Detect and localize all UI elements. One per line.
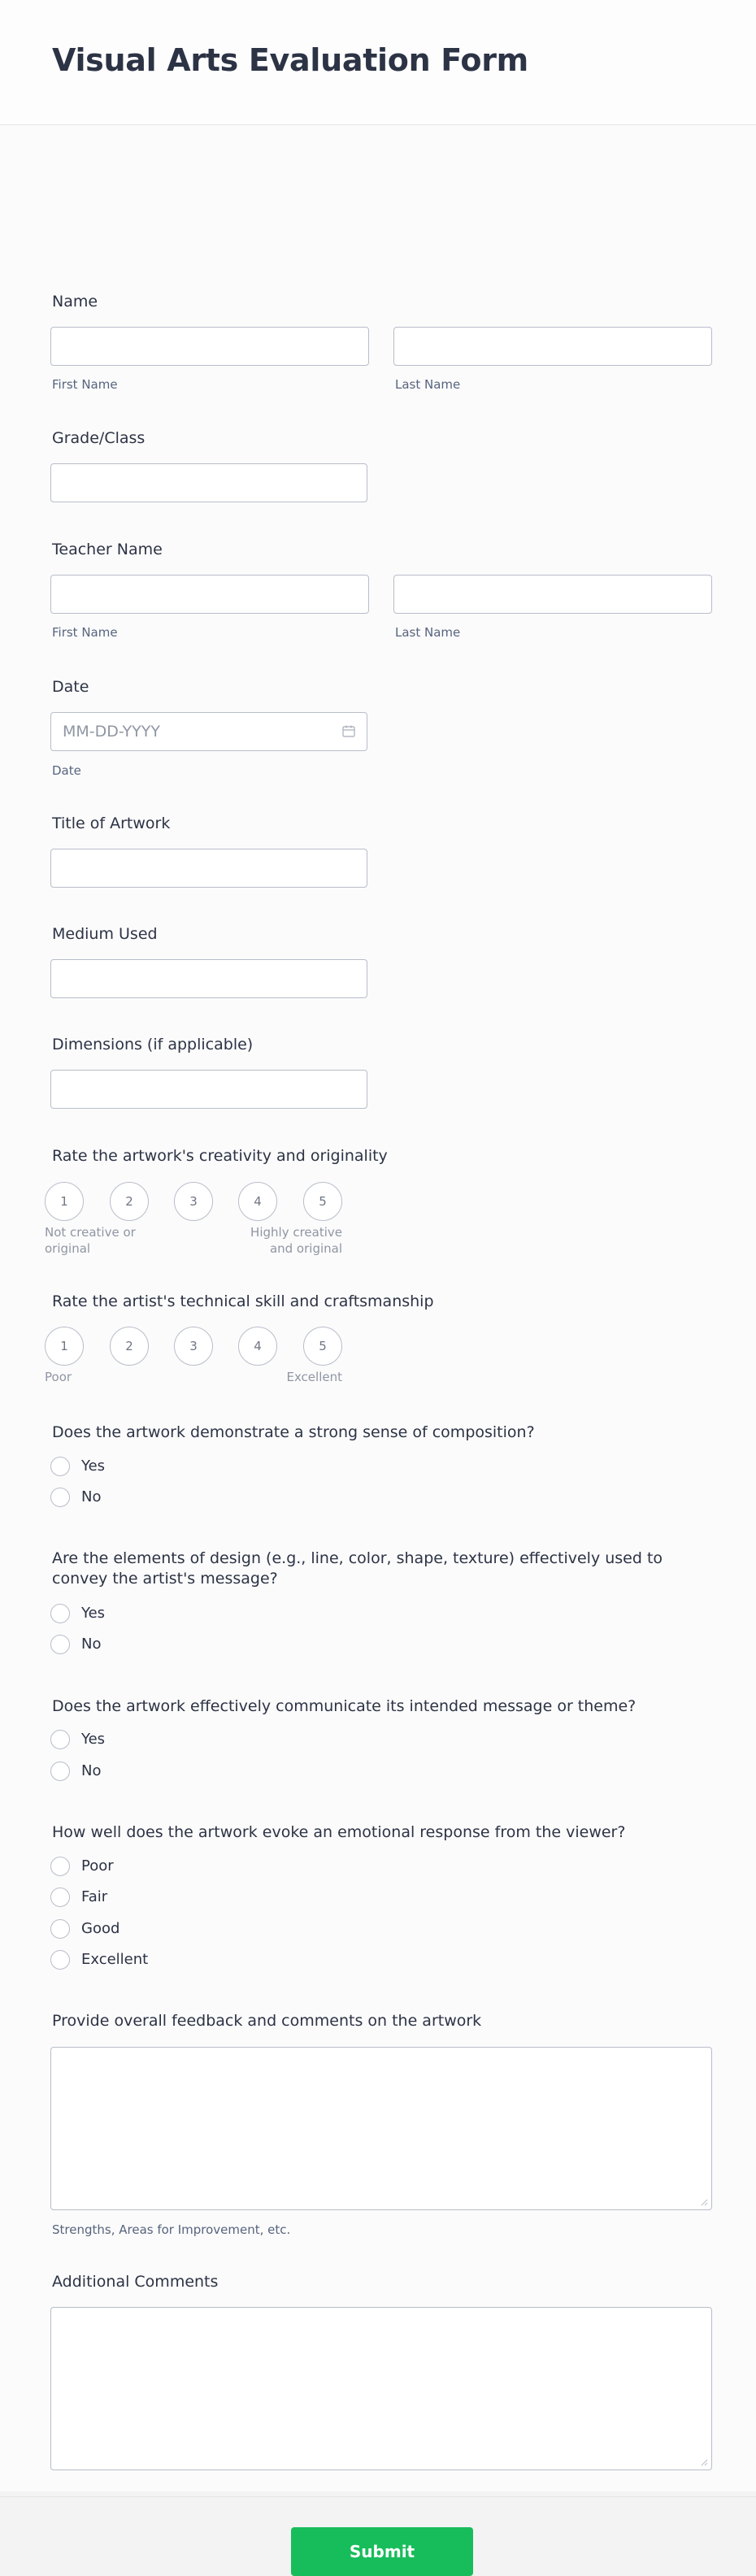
calendar-icon[interactable] <box>342 725 355 737</box>
additional-comments-label: Additional Comments <box>52 2273 219 2291</box>
emotional-good-label[interactable]: Good <box>81 1920 120 1937</box>
teacher-last-name-input[interactable] <box>393 575 712 614</box>
composition-yes-label[interactable]: Yes <box>81 1457 106 1475</box>
emotional-poor-radio[interactable] <box>50 1857 70 1876</box>
dimensions-label: Dimensions (if applicable) <box>52 1036 254 1053</box>
teacher-first-name-sublabel: First Name <box>52 625 118 640</box>
first-name-sublabel: First Name <box>52 377 118 392</box>
medium-label: Medium Used <box>52 925 158 943</box>
creativity-option-4[interactable]: 4 <box>238 1182 277 1221</box>
grade-label: Grade/Class <box>52 429 146 447</box>
form-title: Visual Arts Evaluation Form <box>52 42 528 78</box>
additional-comments-textarea[interactable] <box>50 2307 712 2470</box>
design-elements-no-label[interactable]: No <box>81 1636 102 1653</box>
date-input[interactable] <box>50 712 367 751</box>
creativity-label: Rate the artwork's creativity and originality <box>52 1147 388 1165</box>
teacher-label: Teacher Name <box>52 541 163 558</box>
design-elements-yes-radio[interactable] <box>50 1604 70 1623</box>
emotional-fair-label[interactable]: Fair <box>81 1888 108 1905</box>
footer-divider <box>0 2496 756 2497</box>
emotional-poor-label[interactable]: Poor <box>81 1857 114 1874</box>
teacher-first-name-input[interactable] <box>50 575 369 614</box>
creativity-option-5[interactable]: 5 <box>303 1182 342 1221</box>
technical-option-1[interactable]: 1 <box>45 1327 84 1366</box>
emotional-fair-radio[interactable] <box>50 1887 70 1907</box>
medium-input[interactable] <box>50 959 367 998</box>
grade-input[interactable] <box>50 463 367 502</box>
technical-option-4[interactable]: 4 <box>238 1327 277 1366</box>
creativity-high-caption: Highly creative and original <box>250 1225 342 1256</box>
design-elements-no-radio[interactable] <box>50 1635 70 1654</box>
message-yes-label[interactable]: Yes <box>81 1731 106 1748</box>
emotional-excellent-label[interactable]: Excellent <box>81 1951 149 1968</box>
artwork-title-label: Title of Artwork <box>52 815 171 832</box>
composition-question: Does the artwork demonstrate a strong sense of composition? <box>52 1423 535 1441</box>
composition-no-radio[interactable] <box>50 1488 70 1507</box>
creativity-option-1[interactable]: 1 <box>45 1182 84 1221</box>
submit-button[interactable]: Submit <box>291 2527 473 2576</box>
creativity-option-3[interactable]: 3 <box>174 1182 213 1221</box>
feedback-sublabel: Strengths, Areas for Improvement, etc. <box>52 2222 291 2237</box>
date-label: Date <box>52 678 89 696</box>
last-name-sublabel: Last Name <box>395 377 461 392</box>
technical-label: Rate the artist's technical skill and craftsmanship <box>52 1292 434 1310</box>
composition-no-label[interactable]: No <box>81 1488 102 1505</box>
artwork-title-input[interactable] <box>50 849 367 888</box>
dimensions-input[interactable] <box>50 1070 367 1109</box>
creativity-low-caption: Not creative or original <box>45 1225 136 1256</box>
first-name-input[interactable] <box>50 327 369 366</box>
teacher-last-name-sublabel: Last Name <box>395 625 461 640</box>
resize-grip-icon[interactable] <box>700 2198 708 2206</box>
emotional-excellent-radio[interactable] <box>50 1950 70 1970</box>
message-no-radio[interactable] <box>50 1761 70 1781</box>
resize-grip-icon[interactable] <box>700 2458 708 2466</box>
last-name-input[interactable] <box>393 327 712 366</box>
date-sublabel: Date <box>52 763 81 778</box>
emotional-question: How well does the artwork evoke an emotional response from the viewer? <box>52 1823 626 1841</box>
technical-option-3[interactable]: 3 <box>174 1327 213 1366</box>
name-label: Name <box>52 293 98 311</box>
design-elements-yes-label[interactable]: Yes <box>81 1605 106 1622</box>
form-header <box>0 0 756 125</box>
feedback-textarea[interactable] <box>50 2047 712 2210</box>
technical-option-2[interactable]: 2 <box>110 1327 149 1366</box>
composition-yes-radio[interactable] <box>50 1457 70 1476</box>
message-no-label[interactable]: No <box>81 1762 102 1779</box>
technical-option-5[interactable]: 5 <box>303 1327 342 1366</box>
message-yes-radio[interactable] <box>50 1730 70 1749</box>
design-elements-question: Are the elements of design (e.g., line, color, shape, texture) effectively used to convey the artist's message? <box>52 1549 663 1588</box>
message-question: Does the artwork effectively communicate its intended message or theme? <box>52 1697 637 1715</box>
emotional-good-radio[interactable] <box>50 1919 70 1939</box>
creativity-option-2[interactable]: 2 <box>110 1182 149 1221</box>
technical-high-caption: Excellent <box>286 1370 342 1384</box>
date-placeholder: MM-DD-YYYY <box>63 723 160 741</box>
feedback-label: Provide overall feedback and comments on the artwork <box>52 2012 482 2030</box>
technical-low-caption: Poor <box>45 1370 72 1384</box>
